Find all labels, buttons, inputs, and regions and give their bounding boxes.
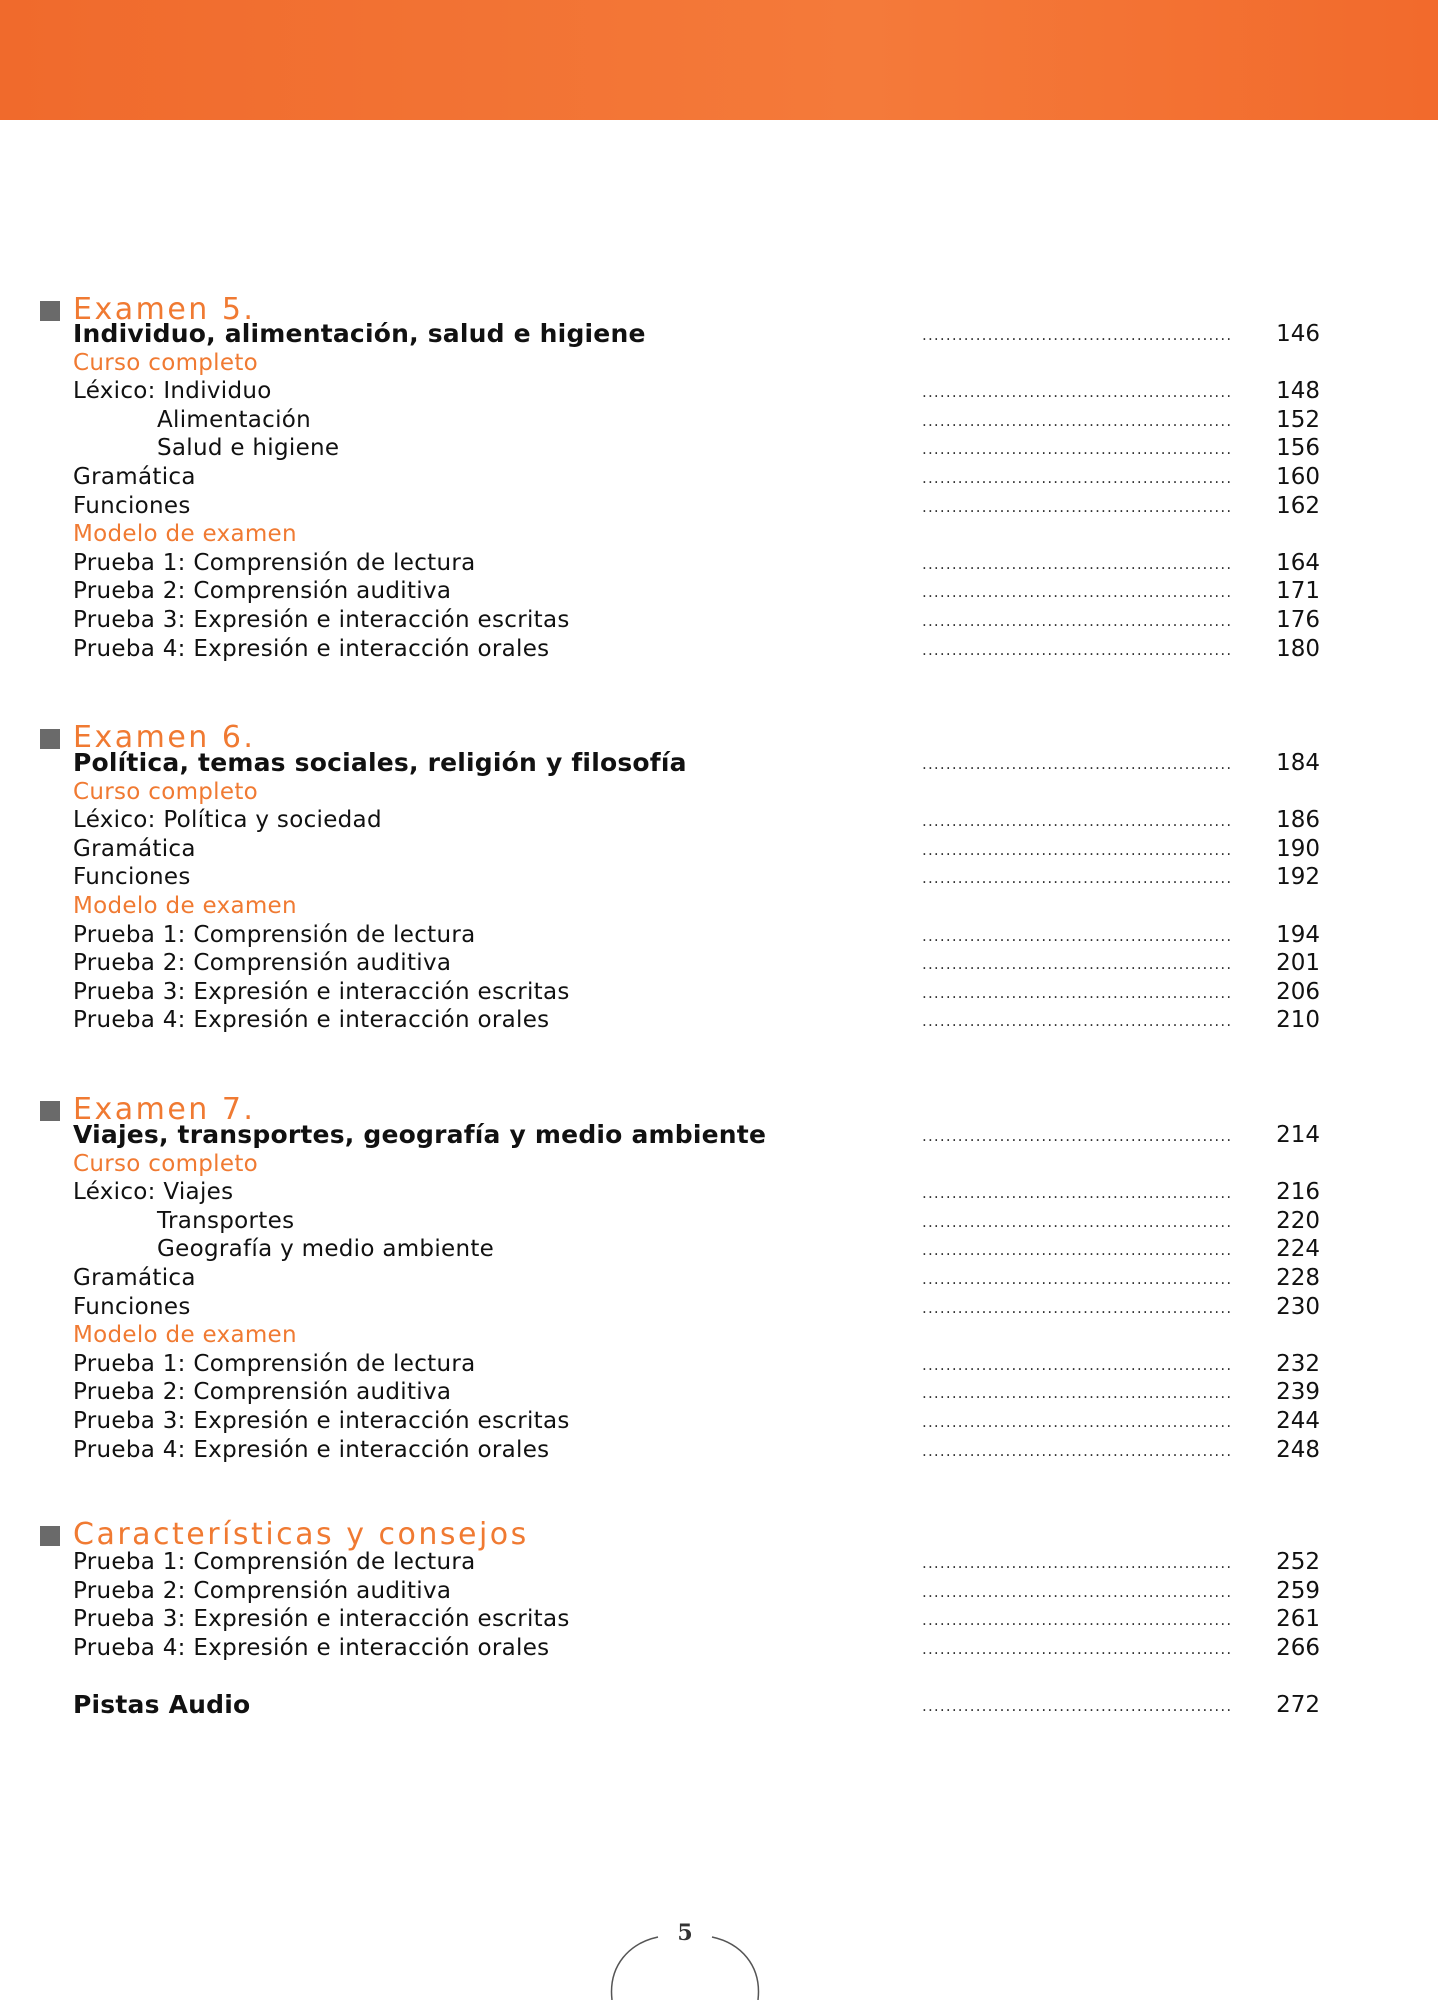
toc-entry-label: Curso completo: [73, 779, 259, 805]
toc-entry-page: 148: [1276, 378, 1320, 404]
dot-leader: [922, 1177, 1232, 1209]
page-number: 5: [677, 1920, 693, 1946]
toc-entry[interactable]: [0, 1690, 1438, 1720]
toc-subheading: [0, 1320, 1438, 1350]
toc-entry-label: Curso completo: [73, 1151, 259, 1177]
toc-entry[interactable]: [0, 748, 1438, 778]
toc-entry[interactable]: [0, 433, 1438, 463]
dot-leader: [922, 1120, 1232, 1152]
toc-entry-label: Prueba 1: Comprensión de lectura: [73, 1549, 476, 1575]
toc-entry-page: 186: [1276, 807, 1320, 833]
toc-entry[interactable]: [0, 1547, 1438, 1577]
toc-entry-label: Prueba 3: Expresión e interacción escritas: [73, 979, 570, 1005]
toc-entry-label: Prueba 4: Expresión e interacción orales: [73, 1635, 550, 1661]
toc-entry-label: Prueba 3: Expresión e interacción escritas: [73, 607, 570, 633]
toc-entry[interactable]: [0, 462, 1438, 492]
toc-entry-page: 228: [1276, 1265, 1320, 1291]
toc-entry[interactable]: [0, 1406, 1438, 1436]
square-bullet-icon: [40, 729, 60, 749]
dot-leader: [922, 576, 1232, 608]
dot-leader: [922, 634, 1232, 666]
toc-entry-label: Geografía y medio ambiente: [157, 1236, 495, 1262]
dot-leader: [922, 462, 1232, 494]
dot-leader: [922, 1377, 1232, 1409]
toc-entry-label: Léxico: Política y sociedad: [73, 807, 382, 833]
toc-entry-label: Política, temas sociales, religión y filosofía: [73, 748, 687, 777]
dot-leader: [922, 1435, 1232, 1467]
dot-leader: [922, 1234, 1232, 1266]
toc-entry-page: 180: [1276, 636, 1320, 662]
toc-entry-label: Léxico: Individuo: [73, 378, 272, 404]
toc-entry[interactable]: [0, 376, 1438, 406]
toc-entry-label: Prueba 3: Expresión e interacción escritas: [73, 1606, 570, 1632]
toc-entry[interactable]: [0, 834, 1438, 864]
toc-entry-label: Gramática: [73, 1265, 196, 1291]
toc-entry[interactable]: [0, 1120, 1438, 1150]
toc-entry[interactable]: [0, 1234, 1438, 1264]
dot-leader: [922, 862, 1232, 894]
toc-entry-label: Prueba 2: Comprensión auditiva: [73, 578, 452, 604]
toc-entry[interactable]: [0, 405, 1438, 435]
toc-entry-page: 259: [1276, 1578, 1320, 1604]
toc-entry-label: Gramática: [73, 836, 196, 862]
toc-entry[interactable]: [0, 1633, 1438, 1663]
toc-entry-label: Alimentación: [157, 407, 312, 433]
toc-entry-page: 224: [1276, 1236, 1320, 1262]
toc-entry-page: 152: [1276, 407, 1320, 433]
toc-entry-label: Salud e higiene: [157, 435, 340, 461]
toc-entry-label: Prueba 3: Expresión e interacción escritas: [73, 1408, 570, 1434]
toc-entry-page: 171: [1276, 578, 1320, 604]
toc-entry-label: Funciones: [73, 864, 191, 890]
toc-entry[interactable]: [0, 576, 1438, 606]
toc-entry[interactable]: [0, 1292, 1438, 1322]
dot-leader: [922, 319, 1232, 351]
toc-subheading: [0, 348, 1438, 378]
toc-entry-label: Léxico: Viajes: [73, 1179, 234, 1205]
toc-entry-page: 201: [1276, 950, 1320, 976]
section-title: Examen 6.: [73, 720, 256, 755]
toc-entry-label: Prueba 2: Comprensión auditiva: [73, 1379, 452, 1405]
toc-entry[interactable]: [0, 491, 1438, 521]
toc-entry-page: 244: [1276, 1408, 1320, 1434]
section-title: Examen 7.: [73, 1092, 256, 1127]
toc-entry-page: 216: [1276, 1179, 1320, 1205]
dot-leader: [922, 948, 1232, 980]
toc-entry-label: Prueba 2: Comprensión auditiva: [73, 1578, 452, 1604]
toc-entry[interactable]: [0, 920, 1438, 950]
toc-entry-label: Pistas Audio: [73, 1690, 251, 1719]
toc-entry-label: Individuo, alimentación, salud e higiene: [73, 319, 646, 348]
toc-entry[interactable]: [0, 862, 1438, 892]
toc-entry[interactable]: [0, 1377, 1438, 1407]
toc-entry-page: 232: [1276, 1351, 1320, 1377]
toc-subheading: [0, 519, 1438, 549]
toc-entry[interactable]: [0, 634, 1438, 664]
toc-entry[interactable]: [0, 319, 1438, 349]
toc-entry[interactable]: [0, 1604, 1438, 1634]
toc-subheading: [0, 891, 1438, 921]
dot-leader: [922, 1406, 1232, 1438]
dot-leader: [922, 805, 1232, 837]
toc-entry[interactable]: [0, 1435, 1438, 1465]
toc-entry-page: 248: [1276, 1437, 1320, 1463]
toc-entry-page: 162: [1276, 493, 1320, 519]
toc-entry[interactable]: [0, 605, 1438, 635]
toc-entry-page: 272: [1276, 1692, 1320, 1718]
toc-entry[interactable]: [0, 1177, 1438, 1207]
toc-entry-page: 190: [1276, 836, 1320, 862]
toc-entry-page: 261: [1276, 1606, 1320, 1632]
toc-entry-page: 146: [1276, 321, 1320, 347]
toc-entry[interactable]: [0, 1349, 1438, 1379]
toc-entry-label: Prueba 1: Comprensión de lectura: [73, 922, 476, 948]
toc-entry[interactable]: [0, 548, 1438, 578]
dot-leader: [922, 433, 1232, 465]
toc-entry-label: Transportes: [157, 1208, 295, 1234]
toc-entry-label: Funciones: [73, 493, 191, 519]
toc-entry-label: Prueba 1: Comprensión de lectura: [73, 1351, 476, 1377]
toc-entry-page: 206: [1276, 979, 1320, 1005]
toc-entry[interactable]: [0, 1206, 1438, 1236]
toc-entry-page: 156: [1276, 435, 1320, 461]
section-title: Examen 5.: [73, 292, 256, 327]
toc-entry[interactable]: [0, 977, 1438, 1007]
toc-entry-page: 184: [1276, 750, 1320, 776]
toc-entry-label: Prueba 4: Expresión e interacción orales: [73, 1007, 550, 1033]
toc-entry[interactable]: [0, 805, 1438, 835]
toc-entry-page: 160: [1276, 464, 1320, 490]
toc-entry-page: 252: [1276, 1549, 1320, 1575]
toc-entry-label: Modelo de examen: [73, 521, 297, 547]
toc-entry-page: 176: [1276, 607, 1320, 633]
toc-entry-label: Prueba 4: Expresión e interacción orales: [73, 1437, 550, 1463]
toc-entry-label: Prueba 2: Comprensión auditiva: [73, 950, 452, 976]
dot-leader: [922, 1005, 1232, 1037]
toc-subheading: [0, 1149, 1438, 1179]
toc-entry[interactable]: [0, 1263, 1438, 1293]
toc-entry-page: 230: [1276, 1294, 1320, 1320]
square-bullet-icon: [40, 1101, 60, 1121]
dot-leader: [922, 748, 1232, 780]
dot-leader: [922, 376, 1232, 408]
toc-entry-label: Modelo de examen: [73, 893, 297, 919]
toc-entry-label: Prueba 4: Expresión e interacción orales: [73, 636, 550, 662]
dot-leader: [922, 1690, 1232, 1722]
toc-entry-page: 210: [1276, 1007, 1320, 1033]
toc-entry-label: Funciones: [73, 1294, 191, 1320]
toc-entry-page: 239: [1276, 1379, 1320, 1405]
toc-entry-label: Viajes, transportes, geografía y medio ambiente: [73, 1120, 767, 1149]
toc-entry[interactable]: [0, 1005, 1438, 1035]
dot-leader: [922, 1263, 1232, 1295]
dot-leader: [922, 605, 1232, 637]
toc-entry-page: 220: [1276, 1208, 1320, 1234]
dot-leader: [922, 1604, 1232, 1636]
dot-leader: [922, 1633, 1232, 1665]
toc-entry-label: Modelo de examen: [73, 1322, 297, 1348]
toc-entry-page: 266: [1276, 1635, 1320, 1661]
toc-entry-label: Prueba 1: Comprensión de lectura: [73, 550, 476, 576]
section-title: Características y consejos: [73, 1517, 529, 1552]
toc-subheading: [0, 777, 1438, 807]
dot-leader: [922, 1547, 1232, 1579]
toc-entry-page: 192: [1276, 864, 1320, 890]
toc-entry-label: Gramática: [73, 464, 196, 490]
toc-entry[interactable]: [0, 948, 1438, 978]
toc-entry-page: 214: [1276, 1122, 1320, 1148]
square-bullet-icon: [40, 1526, 60, 1546]
toc-entry-page: 194: [1276, 922, 1320, 948]
square-bullet-icon: [40, 301, 60, 321]
toc-entry[interactable]: [0, 1576, 1438, 1606]
toc-entry-label: Curso completo: [73, 350, 259, 376]
toc-entry-page: 164: [1276, 550, 1320, 576]
